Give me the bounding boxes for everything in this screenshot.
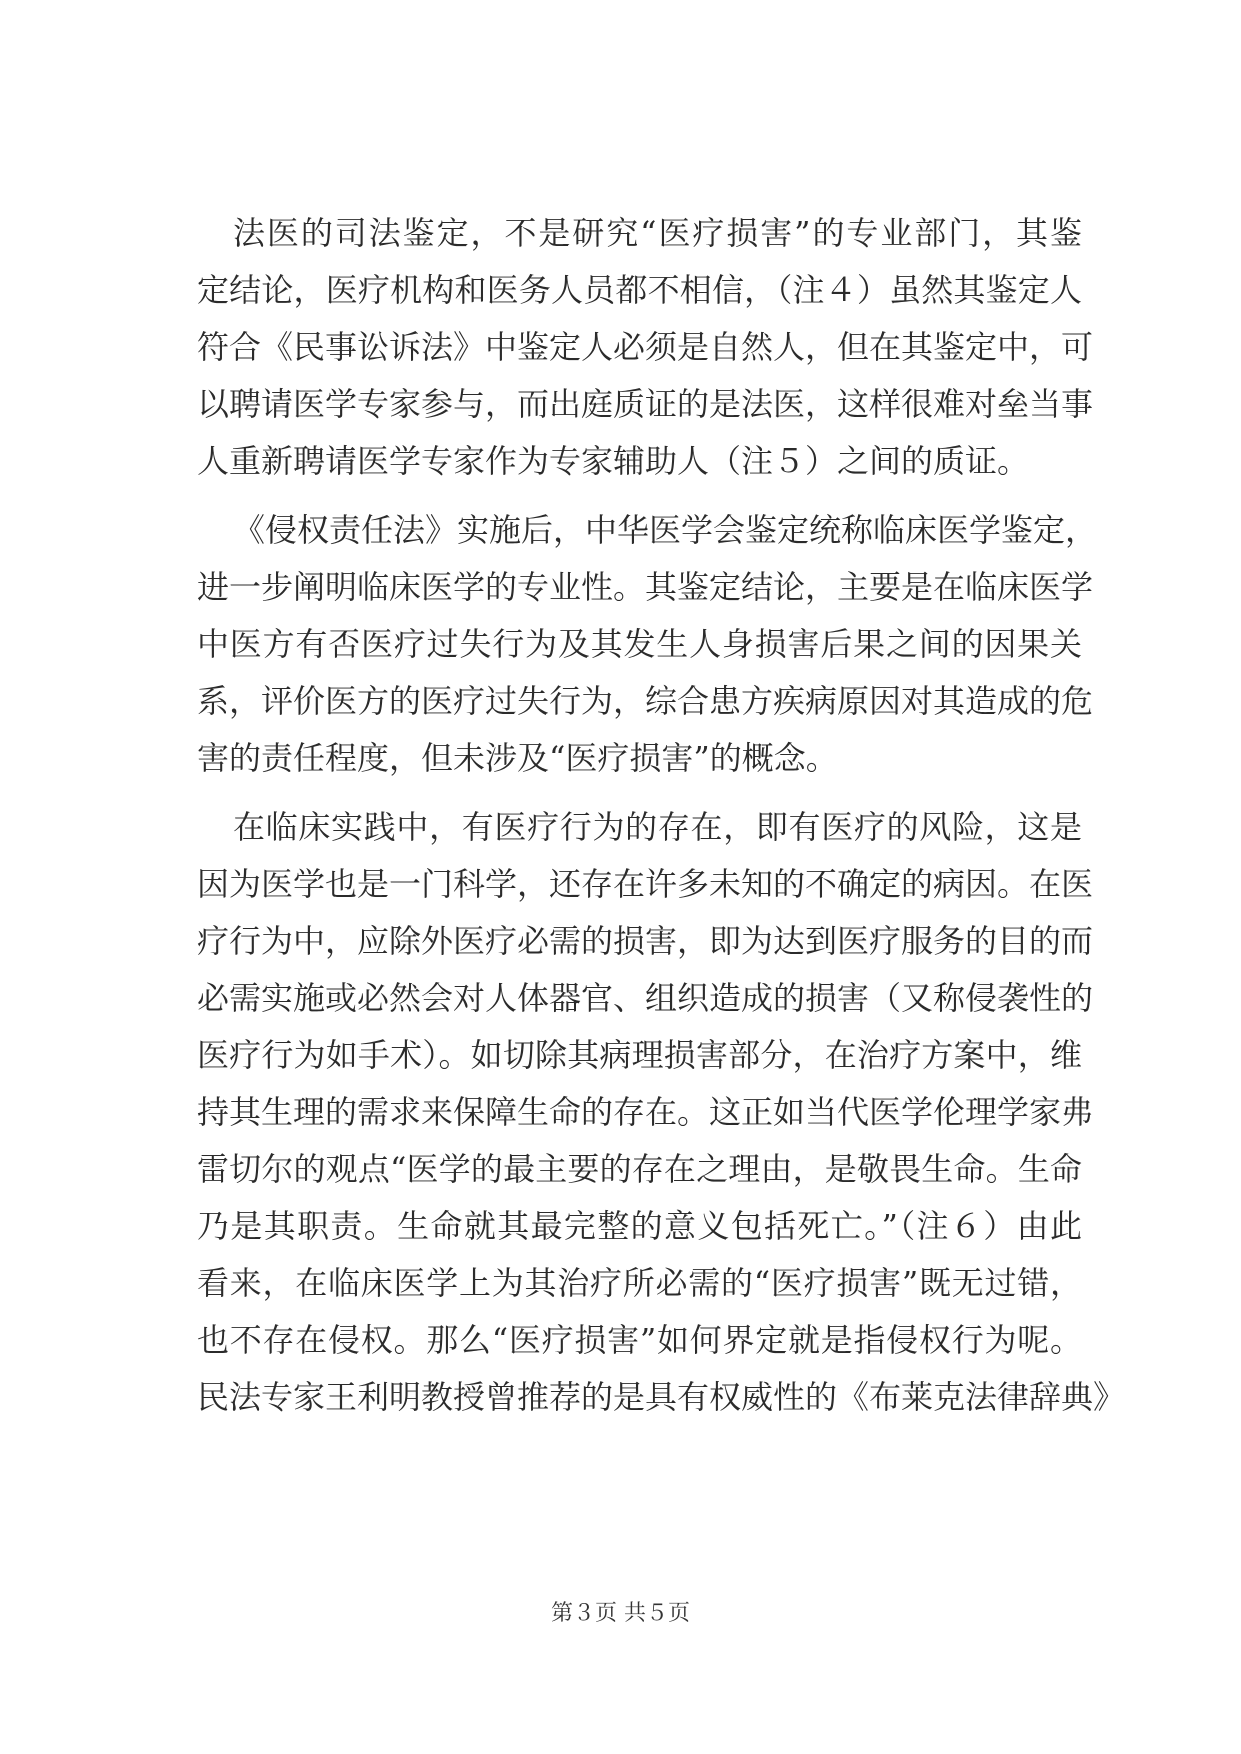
paragraph-2-line-5: 害的责任程度，但未涉及“医疗损害”的概念。 [197,739,838,777]
paragraph-1-line-4: 以聘请医学专家参与，而出庭质证的是法医，这样很难对垒当事 [197,385,1094,423]
paragraph-3-line-7: 雷切尔的观点“医学的最主要的存在之理由，是敬畏生命。生命 [197,1150,1082,1188]
paragraph-3-line-1: 在临床实践中，有医疗行为的存在，即有医疗的风险，这是 [233,808,1082,846]
paragraph-3-line-10: 也不存在侵权。那么“医疗损害”如何界定就是指侵权行为呢。 [197,1321,1082,1359]
paragraph-1-line-5: 人重新聘请医学专家作为专家辅助人（注５）之间的质证。 [197,442,1030,480]
paragraph-3-line-4: 必需实施或必然会对人体器官、组织造成的损害（又称侵袭性的 [197,979,1094,1017]
paragraph-3-line-11: 民法专家王利明教授曾推荐的是具有权威性的《布莱克法律辞典》 [197,1378,1126,1416]
paragraph-1-line-3: 符合《民事讼诉法》中鉴定人必须是自然人，但在其鉴定中，可 [197,328,1094,366]
paragraph-1-line-1: 法医的司法鉴定，不是研究“医疗损害”的专业部门，其鉴 [233,214,1082,252]
page-number-footer: 第３页 共５页 [551,1601,690,1626]
paragraph-3-line-9: 看来，在临床医学上为其治疗所必需的“医疗损害”既无过错， [197,1264,1082,1302]
paragraph-2-line-1: 《侵权责任法》实施后，中华医学会鉴定统称临床医学鉴定， [233,511,1098,549]
paragraph-1-line-2: 定结论，医疗机构和医务人员都不相信，（注４）虽然其鉴定人 [197,271,1082,309]
paragraph-2-line-2: 进一步阐明临床医学的专业性。其鉴定结论，主要是在临床医学 [197,568,1094,606]
paragraph-3-line-8: 乃是其职责。生命就其最完整的意义包括死亡。”（注６）由此 [197,1207,1082,1245]
paragraph-3-line-5: 医疗行为如手术）。如切除其病理损害部分，在治疗方案中，维 [197,1036,1082,1074]
paragraph-3-line-3: 疗行为中，应除外医疗必需的损害，即为达到医疗服务的目的而 [197,922,1094,960]
paragraph-3-line-6: 持其生理的需求来保障生命的存在。这正如当代医学伦理学家弗 [197,1093,1094,1131]
paragraph-3-line-2: 因为医学也是一门科学，还存在许多未知的不确定的病因。在医 [197,865,1094,903]
paragraph-2-line-3: 中医方有否医疗过失行为及其发生人身损害后果之间的因果关 [197,625,1082,663]
paragraph-2-line-4: 系，评价医方的医疗过失行为，综合患方疾病原因对其造成的危 [197,682,1094,720]
